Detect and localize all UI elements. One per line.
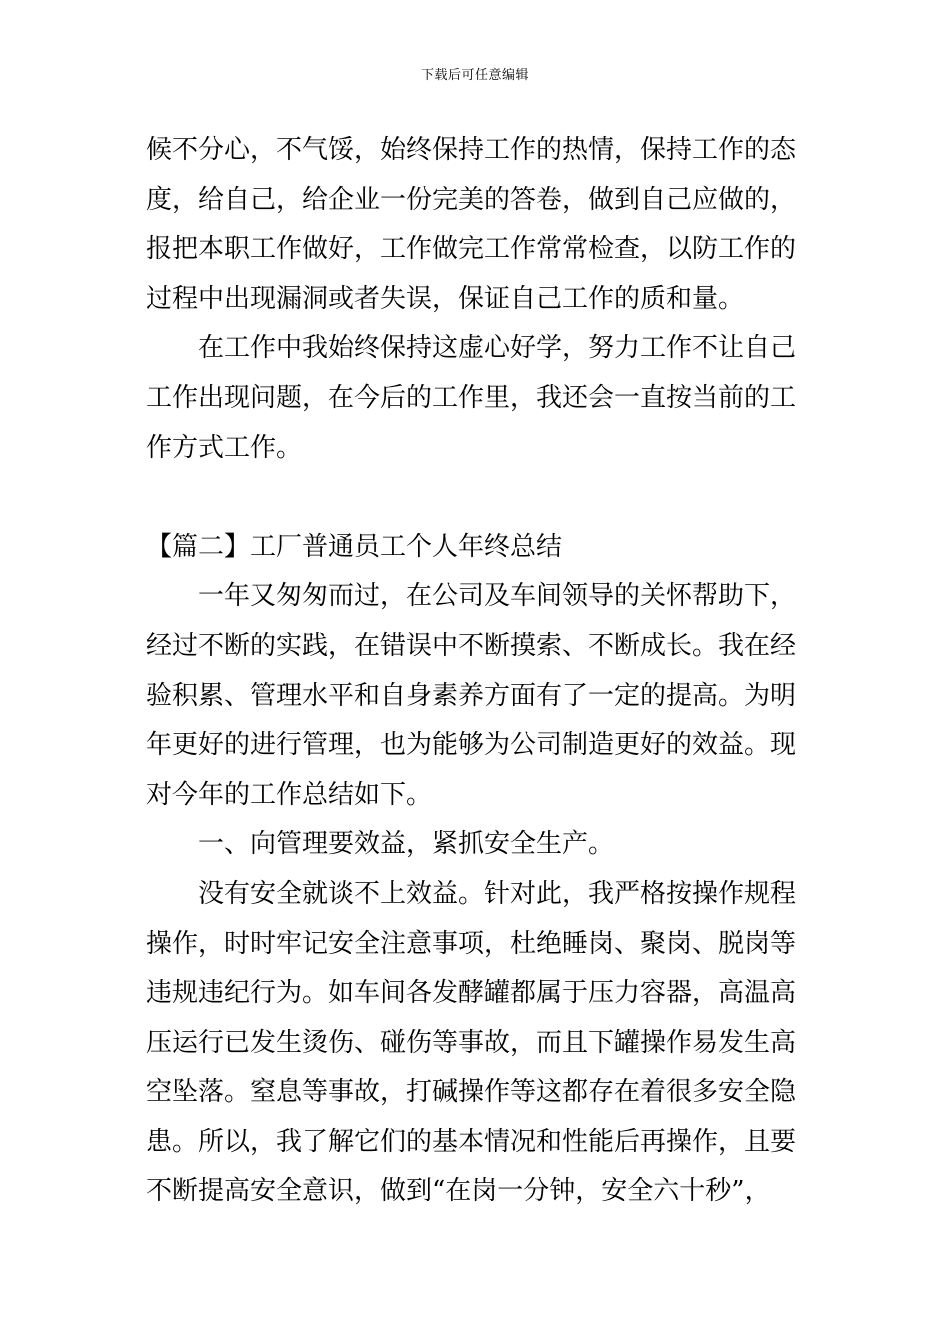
text-line: 在工作中我始终保持这虚心好学，努力工作不让自己 [198,333,797,364]
text-line: 没有安全就谈不上效益。针对此，我严格按操作规程 [198,878,797,909]
text-line: 作方式工作。 [146,432,303,463]
text-line: 空坠落。窒息等事故，打碱操作等这都存在着很多安全隐 [146,1077,797,1108]
text-line: 一年又匆匆而过，在公司及车间领导的关怀帮助下， [198,581,797,612]
text-line: 年更好的进行管理，也为能够为公司制造更好的效益。现 [146,730,797,761]
subheading: 一、向管理要效益，紧抓安全生产。 [198,829,615,860]
section-heading: 【篇二】工厂普通员工个人年终总结 [146,531,563,562]
paragraph-continued [146,126,806,324]
text-line: 度，给自己，给企业一份完美的答卷，做到自己应做的， [146,184,797,215]
paragraph [146,870,806,1217]
text-line: 经过不断的实践，在错误中不断摸索、不断成长。我在经 [146,630,797,661]
text-line: 不断提高安全意识，做到“在岗一分钟，安全六十秒”， [146,1176,771,1207]
paragraph [146,572,806,820]
text-line: 违规违纪行为。如车间各发酵罐都属于压力容器，高温高 [146,978,797,1009]
blank-line [146,473,806,523]
paragraph [146,324,806,473]
text-line: 验积累、管理水平和自身素养方面有了一定的提高。为明 [146,680,797,711]
subheading-paragraph [146,820,806,870]
text-line: 过程中出现漏洞或者失误，保证自己工作的质和量。 [146,283,745,314]
document-body [146,126,806,1217]
text-line: 患。所以，我了解它们的基本情况和性能后再操作，且要 [146,1126,797,1157]
text-line: 操作，时时牢记安全注意事项，杜绝睡岗、聚岗、脱岗等 [146,928,797,959]
text-line: 候不分心，不气馁，始终保持工作的热情，保持工作的态 [146,135,797,165]
text-line: 压运行已发生烫伤、碰伤等事故，而且下罐操作易发生高 [146,1027,797,1058]
page-header: 下载后可任意编辑 [420,68,529,83]
section-title [146,523,806,573]
text-line: 工作出现问题，在今后的工作里，我还会一直按当前的工 [146,382,797,413]
text-line: 报把本职工作做好，工作做完工作常常检查，以防工作的 [146,234,797,265]
text-line: 对今年的工作总结如下。 [146,779,433,810]
